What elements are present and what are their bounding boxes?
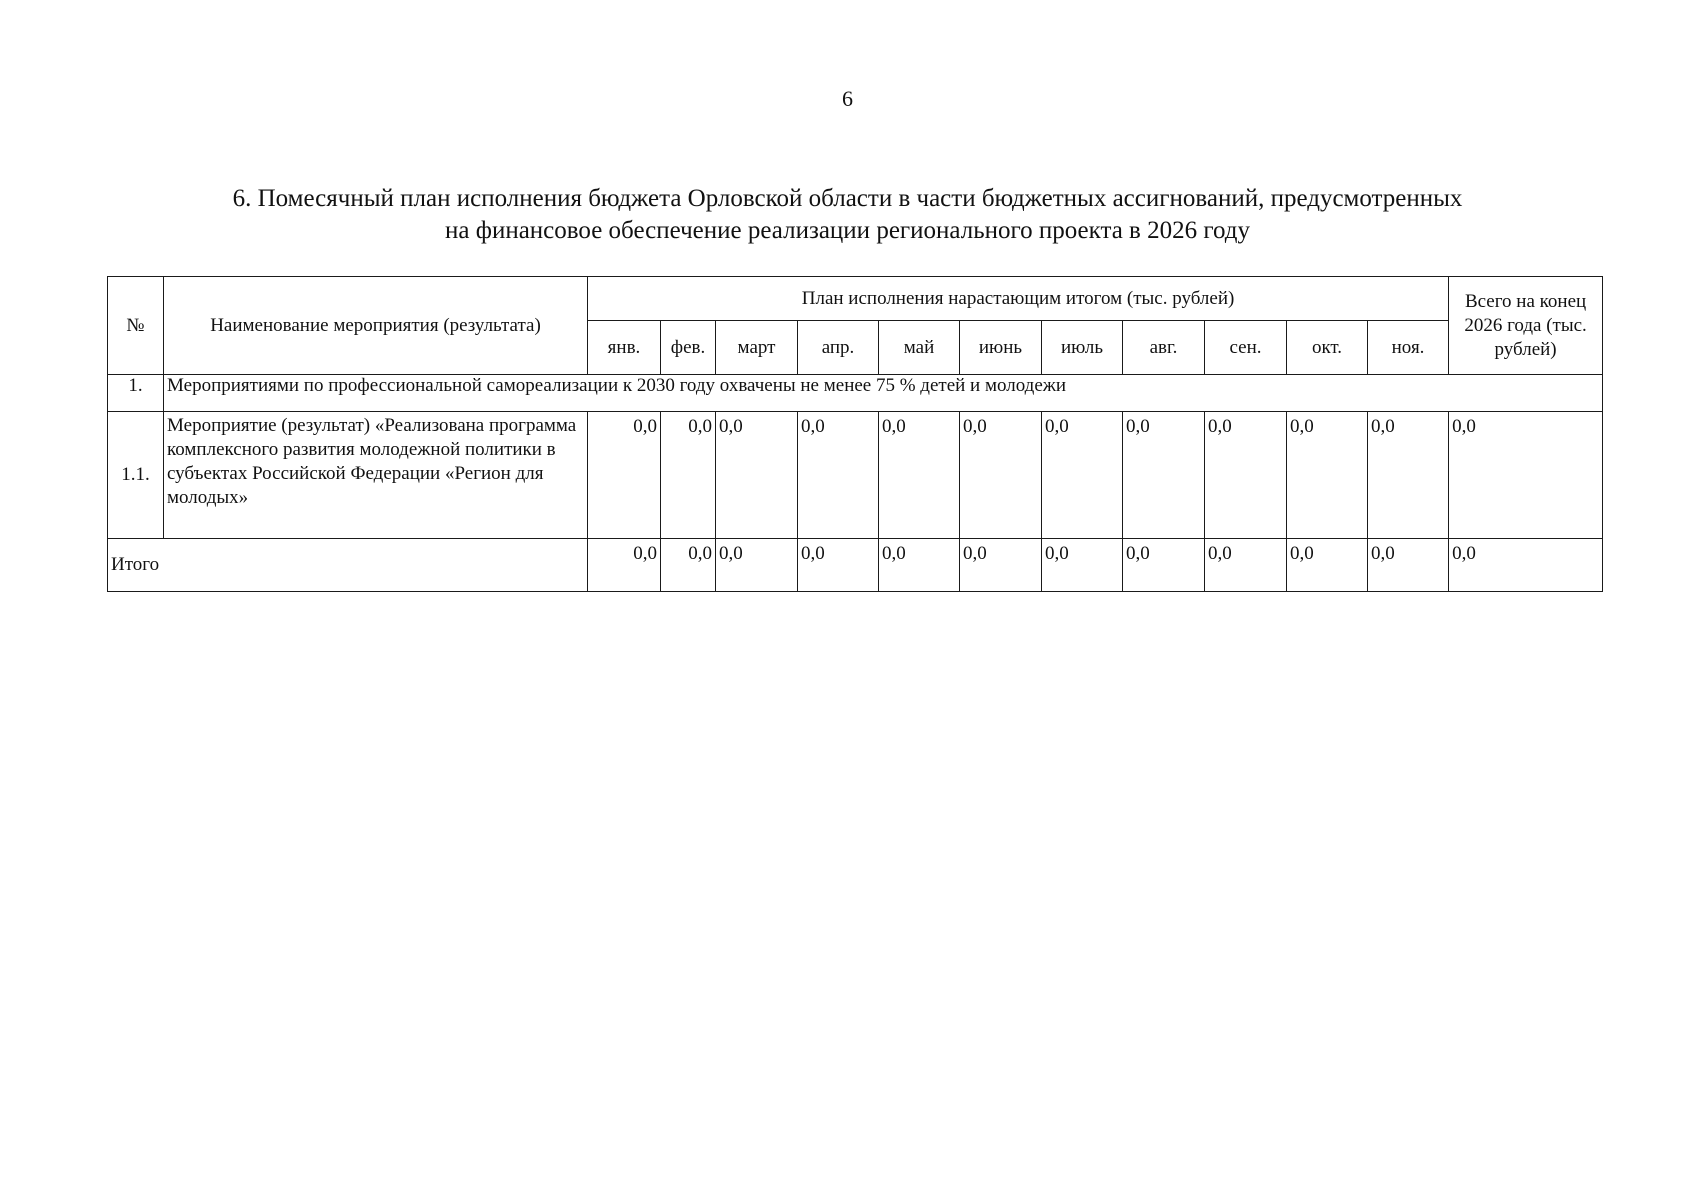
- totals-value-cell: 0,0: [960, 539, 1042, 592]
- item-num: 1.1.: [108, 412, 164, 539]
- item-value-cell: 0,0: [661, 412, 716, 539]
- totals-value-cell: 0,0: [716, 539, 798, 592]
- month-header: июль: [1042, 321, 1123, 375]
- month-header: ноя.: [1368, 321, 1449, 375]
- section-num: 1.: [108, 375, 164, 412]
- item-value-cell: 0,0: [1205, 412, 1287, 539]
- header-num: №: [108, 277, 164, 375]
- item-value-cell: 0,0: [716, 412, 798, 539]
- month-header: янв.: [588, 321, 661, 375]
- budget-plan-table: [107, 276, 1603, 592]
- item-row: [108, 412, 1603, 539]
- totals-value-cell: 0,0: [1287, 539, 1368, 592]
- totals-value-cell: 0,0: [798, 539, 879, 592]
- month-header: окт.: [1287, 321, 1368, 375]
- item-value-cell: 0,0: [798, 412, 879, 539]
- item-name: Мероприятие (результат) «Реализована программа комплексного развития молодежной политики в субъектах Российской Федерации «Регион для молодых»: [164, 412, 588, 539]
- item-total-cell: 0,0: [1449, 412, 1603, 539]
- totals-value-cell: 0,0: [1042, 539, 1123, 592]
- month-header: март: [716, 321, 798, 375]
- month-header: апр.: [798, 321, 879, 375]
- item-value-cell: 0,0: [1042, 412, 1123, 539]
- document-title: [108, 183, 1587, 247]
- totals-value-cell: 0,0: [1368, 539, 1449, 592]
- totals-total-cell: 0,0: [1449, 539, 1603, 592]
- item-value-cell: 0,0: [1287, 412, 1368, 539]
- month-header: авг.: [1123, 321, 1205, 375]
- item-value-cell: 0,0: [960, 412, 1042, 539]
- title-line-1: 6. Помесячный план исполнения бюджета Орловской области в части бюджетных ассигнований, предусмотренных: [232, 185, 1463, 212]
- item-value-cell: 0,0: [1368, 412, 1449, 539]
- month-header: фев.: [661, 321, 716, 375]
- totals-value-cell: 0,0: [879, 539, 960, 592]
- totals-row: [108, 539, 1603, 592]
- section-text: Мероприятиями по профессиональной самореализации к 2030 году охвачены не менее 75 % детей и молодежи: [164, 375, 1603, 412]
- header-total: Всего на конец 2026 года (тыс. рублей): [1449, 277, 1603, 375]
- month-header: май: [879, 321, 960, 375]
- header-plan-group: План исполнения нарастающим итогом (тыс. рублей): [588, 277, 1449, 321]
- totals-value-cell: 0,0: [1205, 539, 1287, 592]
- header-name: Наименование мероприятия (результата): [164, 277, 588, 375]
- page-number: 6: [842, 86, 853, 111]
- totals-value-cell: 0,0: [588, 539, 661, 592]
- item-value-cell: 0,0: [588, 412, 661, 539]
- totals-value-cell: 0,0: [1123, 539, 1205, 592]
- item-value-cell: 0,0: [879, 412, 960, 539]
- header-row: [108, 277, 1603, 321]
- title-line-2: на финансовое обеспечение реализации регионального проекта в 2026 году: [445, 217, 1250, 244]
- item-value-cell: 0,0: [1123, 412, 1205, 539]
- month-header: июнь: [960, 321, 1042, 375]
- month-header: сен.: [1205, 321, 1287, 375]
- totals-value-cell: 0,0: [661, 539, 716, 592]
- totals-label: Итого: [108, 539, 588, 592]
- section-row: [108, 375, 1603, 412]
